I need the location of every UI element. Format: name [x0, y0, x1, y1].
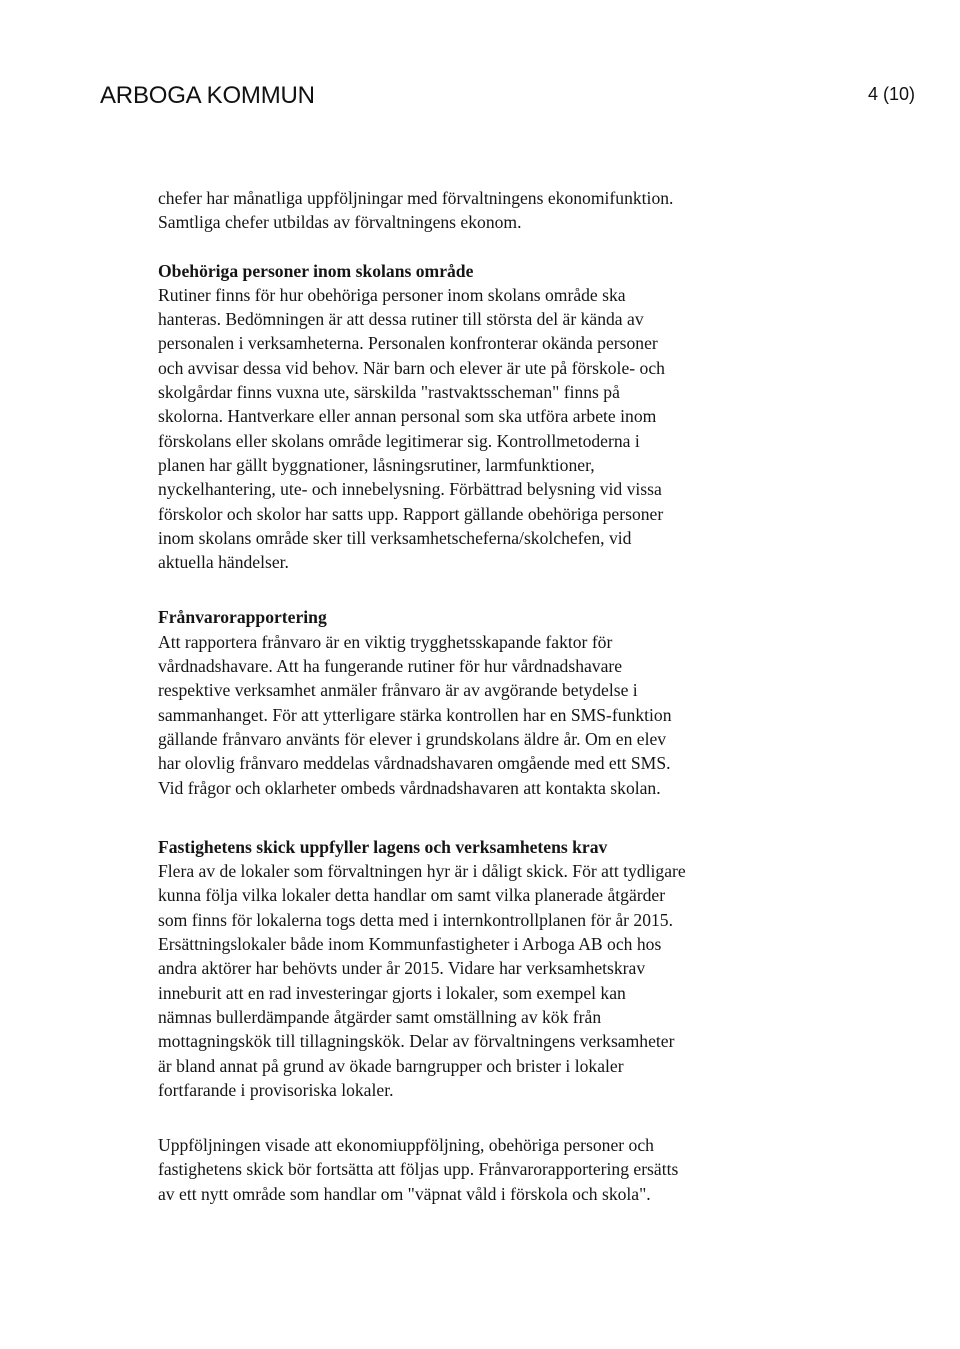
page-header	[100, 82, 915, 116]
section-heading-property: Fastighetens skick uppfyller lagens och verksamhetens krav	[158, 836, 608, 857]
conclusion-paragraph: Uppföljningen visade att ekonomiuppföljning, obehöriga personer och fastighetens skick bör fortsätta att följas upp. Frånvarorapportering ersätts av ett nytt område som handlar om "väpnat våld i förskola och skola".	[158, 1135, 679, 1204]
section-body-unauthorized: Rutiner finns för hur obehöriga personer inom skolans område ska hanteras. Bedömningen är att dessa rutiner till största del är kända av personalen i verksamheterna. Personalen konfronterar okända personer och avvisar dessa vid behov. När barn och elever är ute på förskole- och skolgårdar finns vuxna ute, särskilda "rastvaktsscheman" finns på skolorna. Hantverkare eller annan personal som ska utföra arbete inom förskolans eller skolans område legitimerar sig. Kontrollmetoderna i planen har gällt byggnationer, låsningsrutiner, larmfunktioner, nyckelhantering, ute- och innebelysning. Förbättrad belysning vid vissa förskolor och skolor har satts upp. Rapport gällande obehöriga personer inom skolans område sker till verksamhetscheferna/skolchefen, vid aktuella händelser.	[158, 284, 665, 573]
section-heading-absence: Frånvarorapportering	[158, 607, 327, 628]
section-body-property: Flera av de lokaler som förvaltningen hyr är i dåligt skick. För att tydligare kunna följa vilka lokaler detta handlar om samt vilka planerade åtgärder som finns för lokalerna togs detta med i internkontrollplanen för år 2015. Ersättningslokaler både inom Kommunfastigheter i Arboga AB och hos andra aktörer har behövts under år 2015. Vidare har verksamhetskrav inneburit att en rad investeringar gjorts i lokaler, som exempel kan nämnas bullerdämpande åtgärder samt omställning av kök från mottagningskök till tillagningskök. Delar av förvaltningens verksamheter är bland annat på grund av ökade barngrupper och brister i lokaler fortfarande i provisoriska lokaler.	[158, 861, 686, 1100]
document-body	[158, 186, 818, 1206]
organization-name: ARBOGA KOMMUN	[100, 82, 315, 109]
page-number: 4 (10)	[867, 84, 915, 104]
section-body-absence: Att rapportera frånvaro är en viktig trygghetsskapande faktor för vårdnadshavare. Att ha fungerande rutiner för hur vårdnadshavare respektive verksamhet anmäler frånvaro är av avgörande betydelse i sammanhanget. För att ytterligare stärka kontrollen har en SMS-funktion gällande frånvaro använts för elever i grundskolans äldre år. Om en elev har olovlig frånvaro meddelas vårdnadshavaren omgående med ett SMS. Vid frågor och oklarheter ombeds vårdnadshavaren att kontakta skolan.	[158, 631, 672, 798]
section-heading-unauthorized: Obehöriga personer inom skolans område	[158, 260, 474, 281]
intro-paragraph: chefer har månatliga uppföljningar med förvaltningens ekonomifunktion. Samtliga chefer utbildas av förvaltningens ekonom.	[158, 188, 674, 233]
